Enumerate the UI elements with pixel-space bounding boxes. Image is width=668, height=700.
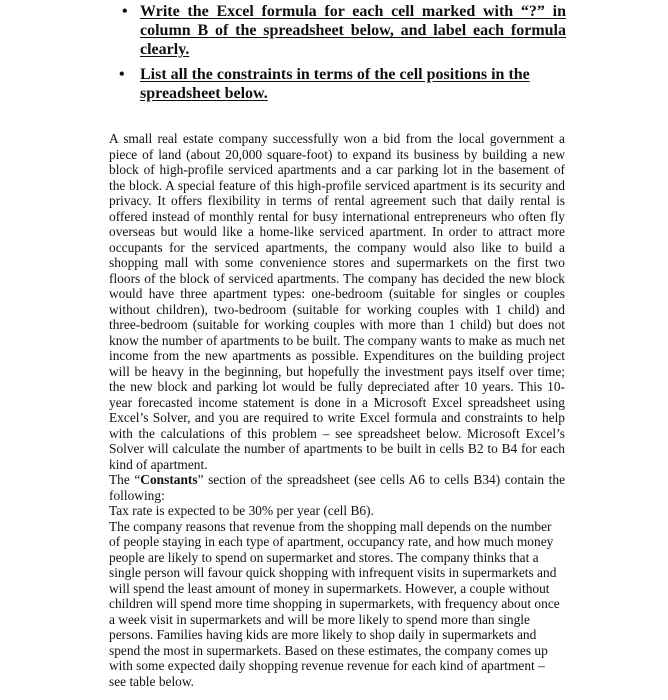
constants-keyword: Constants xyxy=(140,472,198,487)
problem-description xyxy=(109,131,565,689)
intro-paragraph: A small real estate company successfully won a bid from the local government a piece of land (about 20,000 square-foot) to expand its business by building a new block of high-profile serviced apartments and a car parking lot in the basement of the block. A special feature of this high-profile serviced apartment is its security and privacy. It offers flexibility in terms of rental agreement such that daily rental is offered instead of monthly rental for busy international entrepreneurs who often fly overseas but would like a home-like serviced apartment. In order to attract more occupants for the serviced apartments, the company would also like to build a shopping mall with some convenience stores and supermarkets on the first two floors of the block of serviced apartments. The company has decided the new block would have three apartment types: one-bedroom (suitable for singles or couples without children), two-bedroom (suitable for working couples with 1 child) and three-bedroom (suitable for working couples with more than 1 child) but does not know the number of apartments to be built. The company wants to make as much net income from the new apartments as possible. Expenditures on the building project will be heavy in the beginning, but hopefully the investment pays itself over time; the new block and parking lot would be fully depreciated after 10 years. This 10-year forecasted income statement is done in a Microsoft Excel spreadsheet using Excel’s Solver, and you are required to write Excel formula and constraints to help with the calculations of this problem – see spreadsheet below. Microsoft Excel’s Solver will calculate the number of apartments to be built in cells B2 to B4 for each kind of apartment. xyxy=(109,131,565,472)
instruction-item-constraints xyxy=(114,65,566,103)
instruction-item-formula xyxy=(114,2,566,59)
instruction-list xyxy=(114,2,566,109)
constants-text-post: ” section of the spreadsheet (see cells A6 to cells B34) contain the following: xyxy=(109,472,566,503)
constants-paragraph xyxy=(109,472,565,503)
bullet-icon: • xyxy=(122,3,128,20)
tax-rate-paragraph: Tax rate is expected to be 30% per year (cell B6). xyxy=(109,503,374,518)
constants-text-pre: The “ xyxy=(109,472,141,487)
revenue-paragraph: The company reasons that revenue from the shopping mall depends on the number of people staying in each type of apartment, occupancy rate, and how much money people are likely to spend on supermarket and stores. The company thinks that a single person will favour quick shopping with infrequent visits in supermarkets and will spend the least amount of money in supermarkets. However, a couple without children will spend more time shopping in supermarkets, with frequency about once a week visit in supermarkets and will be more likely to spend more than single persons. Families having kids are more likely to shop daily in supermarkets and spend the most in supermarkets. Based on these estimates, the company comes up with some expected daily shopping revenue revenue for each kind of apartment – see table below. xyxy=(109,518,560,689)
instruction-text-formula: Write the Excel formula for each cell marked with “?” in column B of the spreadsheet below, and label each formula clearly. xyxy=(140,3,566,58)
bullet-icon: • xyxy=(119,66,125,83)
instruction-text-constraints: List all the constraints in terms of the cell positions in the spreadsheet below. xyxy=(140,66,530,102)
